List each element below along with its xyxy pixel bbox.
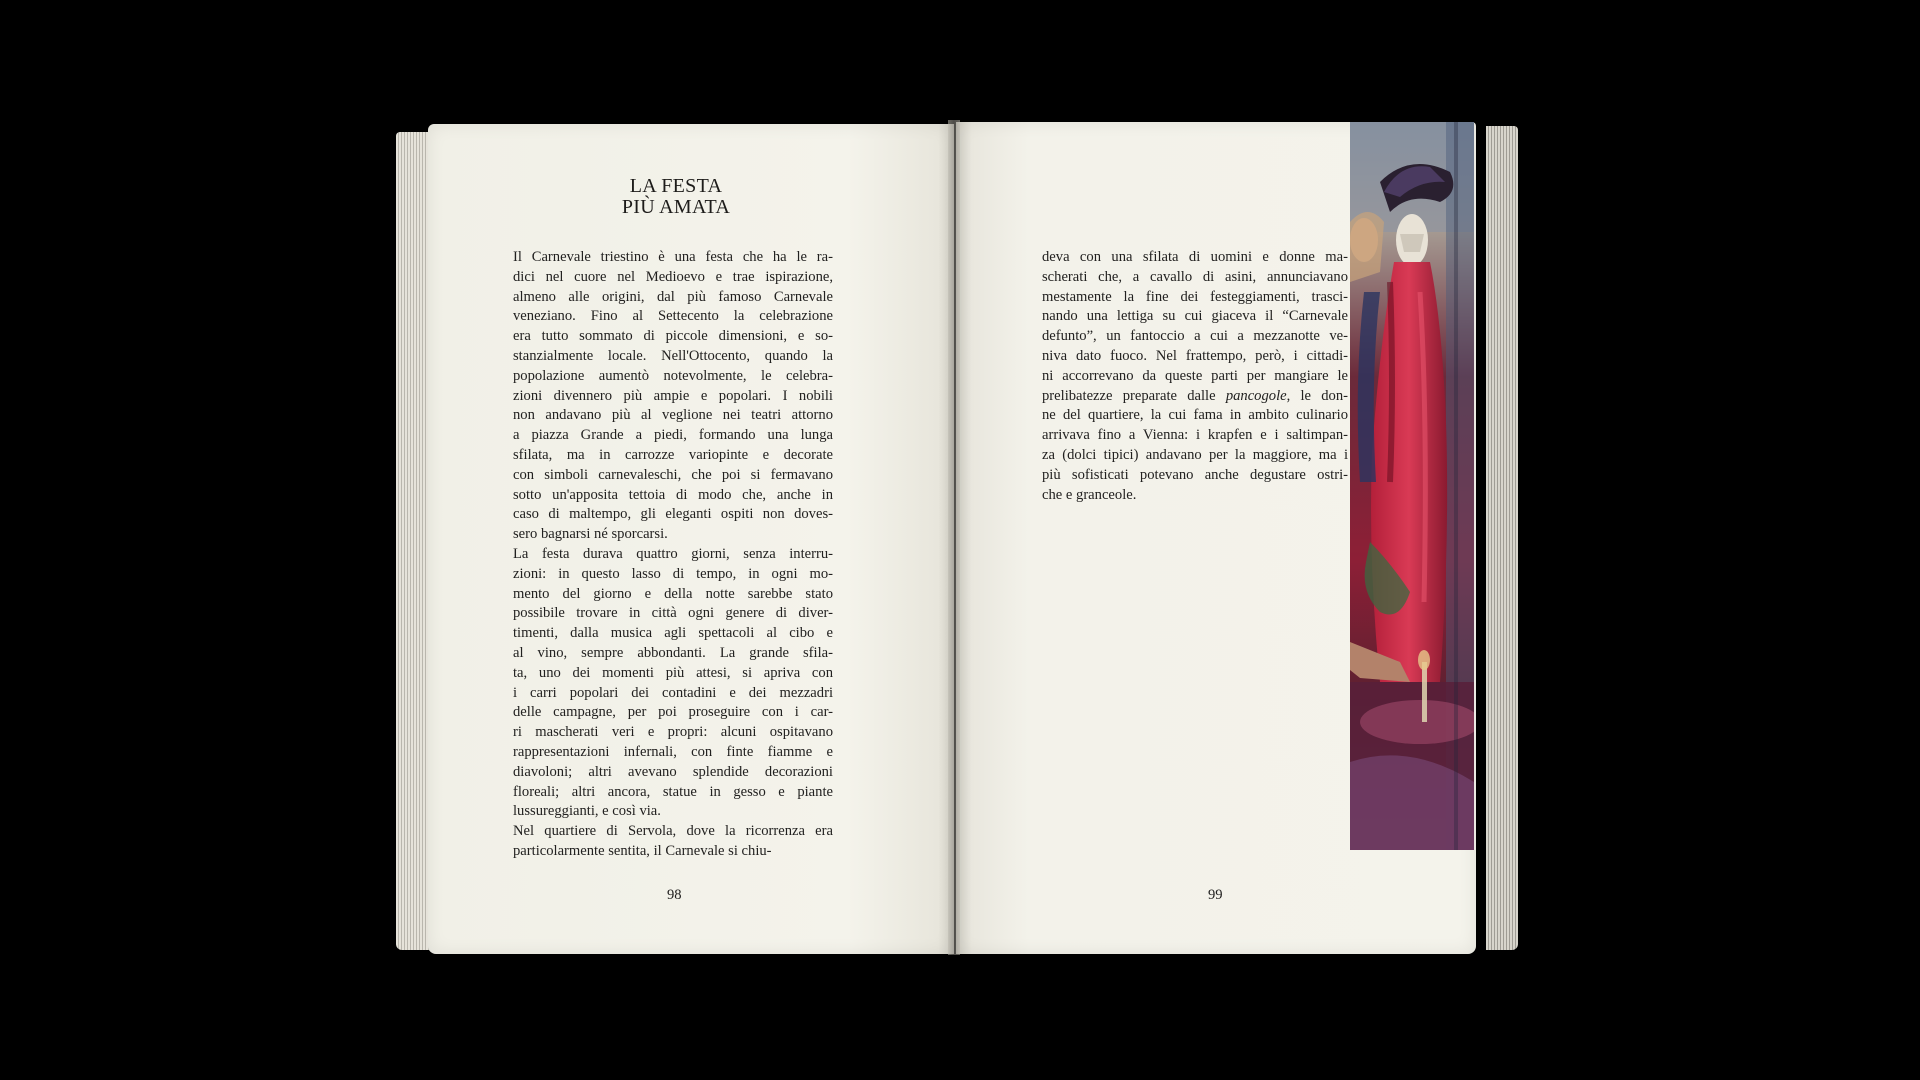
right-text-column bbox=[1042, 248, 1348, 505]
text-line: lussureggianti, e così via. bbox=[513, 803, 661, 820]
text-line: stanzialmente locale. Nell'Ottocento, quando la bbox=[513, 347, 833, 364]
text-line: ne del quartiere, la cui fama in ambito culinario bbox=[1042, 407, 1348, 424]
text-line: caso di maltempo, gli eleganti ospiti non doves- bbox=[513, 506, 833, 523]
carnival-painting-icon bbox=[1350, 122, 1474, 850]
text-line: timenti, dalla musica agli spettacoli al cibo e bbox=[513, 625, 833, 642]
text-line-start: prelibatezze preparate dalle bbox=[1042, 387, 1216, 404]
text-line: ni accorrevano da queste parti per mangiare le bbox=[1042, 367, 1348, 384]
text-line: sotto un'apposita tettoia di modo che, anche in bbox=[513, 486, 833, 503]
text-line: mestamente la fine dei festeggiamenti, trasci- bbox=[1042, 288, 1348, 305]
open-book bbox=[396, 120, 1526, 955]
text-line: floreali; altri ancora, statue in gesso e piante bbox=[513, 783, 833, 800]
heading-line-1: LA FESTA bbox=[629, 175, 723, 197]
text-line: i carri popolari dei contadini e dei mezzadri bbox=[513, 684, 833, 701]
text-line bbox=[1042, 387, 1348, 407]
book-gutter bbox=[948, 120, 960, 955]
left-text-column bbox=[513, 248, 833, 862]
text-line: zioni: in questo lasso di tempo, in ogni mo- bbox=[513, 565, 833, 582]
text-line: scherati che, a cavallo di asini, annunciavano bbox=[1042, 268, 1348, 285]
text-line: delle campagne, per poi proseguire con i car- bbox=[513, 704, 833, 721]
text-line: al vino, sempre abbondanti. La grande sfila- bbox=[513, 644, 833, 661]
text-line: particolarmente sentita, il Carnevale si chiu- bbox=[513, 842, 772, 859]
text-line: deva con una sfilata di uomini e donne ma- bbox=[1042, 249, 1348, 265]
text-line: che e granceole. bbox=[1042, 486, 1137, 503]
text-line: La festa durava quattro giorni, senza interru- bbox=[513, 545, 833, 562]
page-number-left: 98 bbox=[667, 887, 682, 903]
text-line: sfilata, ma in carrozze variopinte e decorate bbox=[513, 446, 833, 463]
page-edges-right bbox=[1486, 126, 1518, 950]
text-line: defunto”, un fantoccio a cui a mezzanotte ve- bbox=[1042, 328, 1348, 345]
text-line: rappresentazioni infernali, con finte fiamme e bbox=[513, 743, 833, 760]
text-line: popolazione aumentò notevolmente, le celebra- bbox=[513, 367, 833, 384]
italic-term: pancogole bbox=[1225, 387, 1287, 404]
text-line: con simboli carnevaleschi, che poi si fermavano bbox=[513, 466, 833, 483]
text-line: veneziano. Fino al Settecento la celebrazione bbox=[513, 308, 833, 325]
text-line: ta, uno dei momenti più attesi, si apriva con bbox=[513, 664, 833, 681]
text-line: più sofisticati potevano anche degustare ostri- bbox=[1042, 466, 1348, 483]
text-line: possibile trovare in città ogni genere di diver- bbox=[513, 605, 833, 622]
text-line: non andavano più al veglione nei teatri attorno bbox=[513, 407, 833, 424]
page-edges-left bbox=[396, 132, 432, 950]
text-line: almeno alle origini, dal più famoso Carnevale bbox=[513, 288, 833, 305]
text-line: sero bagnarsi né sporcarsi. bbox=[513, 526, 668, 543]
text-line: era tutto sommato di piccole dimensioni, e so- bbox=[513, 328, 833, 345]
text-line: zioni divennero più ampie e popolari. I nobili bbox=[513, 387, 833, 404]
text-line: Nel quartiere di Servola, dove la ricorrenza era bbox=[513, 823, 833, 840]
chapter-heading bbox=[546, 176, 806, 218]
text-line: ri mascherati veri e propri: alcuni ospitavano bbox=[513, 724, 833, 741]
text-line: niva dato fuoco. Nel frattempo, però, i cittadi- bbox=[1042, 347, 1348, 364]
text-line: nando una lettiga su cui giaceva il “Carnevale bbox=[1042, 308, 1348, 325]
text-line: dici nel cuore nel Medioevo e trae ispirazione, bbox=[513, 268, 833, 285]
text-line: arrivava fino a Vienna: i krapfen e i saltimpan- bbox=[1042, 427, 1348, 444]
text-line: diavoloni; altri avevano splendide decorazioni bbox=[513, 763, 833, 780]
page-number-right: 99 bbox=[1208, 887, 1223, 903]
heading-line-2: PIÙ AMATA bbox=[621, 196, 731, 218]
text-line: za (dolci tipici) andavano per la maggiore, ma i bbox=[1042, 446, 1348, 463]
text-line: Il Carnevale triestino è una festa che ha le ra- bbox=[513, 249, 833, 265]
text-line: mento del giorno e della notte sarebbe stato bbox=[513, 585, 833, 602]
text-line: a piazza Grande a piedi, formando una lunga bbox=[513, 427, 833, 444]
text-line-tail: , le don- bbox=[1286, 387, 1348, 404]
